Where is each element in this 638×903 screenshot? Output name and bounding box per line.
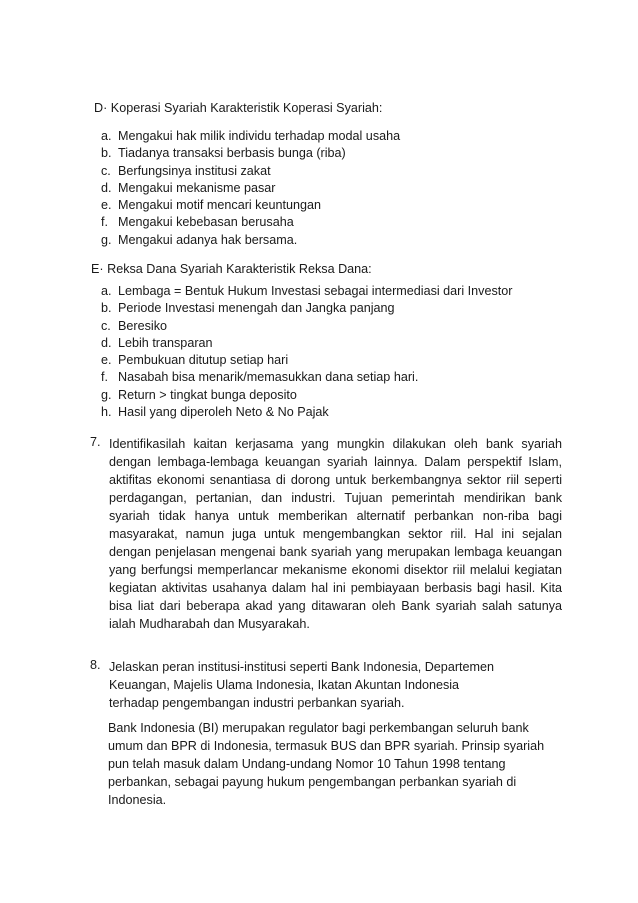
list-item-text: Berfungsinya institusi zakat xyxy=(118,163,271,178)
list-item-text: Mengakui kebebasan berusaha xyxy=(118,215,294,230)
list-marker: g. xyxy=(101,232,112,247)
list-item-text: Nasabah bisa menarik/memasukkan dana setiap hari. xyxy=(118,370,419,385)
question-8-answer: Bank Indonesia (BI) merupakan regulator bagi perkembangan seluruh bank umum dan BPR di Indonesia, termasuk BUS dan BPR syariah. Prinsip syariah pun telah masuk dalam Undang-undang Nomor 10 Tahun 1998 tentang perbankan, sebagai payung hukum pengembangan perbankan syariah di Indonesia. xyxy=(108,721,545,807)
list-marker: h. xyxy=(101,405,112,420)
section-d-list xyxy=(101,128,400,249)
section-e-list xyxy=(101,283,512,421)
list-item-text: Hasil yang diperoleh Neto & No Pajak xyxy=(118,405,329,420)
list-item-text: Mengakui motif mencari keuntungan xyxy=(118,198,322,213)
list-marker: a. xyxy=(101,129,112,143)
list-item xyxy=(101,214,400,231)
list-marker: d. xyxy=(101,335,112,350)
list-marker: a. xyxy=(101,284,112,298)
question-8-text: Jelaskan peran institusi-institusi seperti Bank Indonesia, Departemen Keuangan, Majelis Ulama Indonesia, Ikatan Akuntan Indonesia terhadap pengembangan industri perbankan syariah. xyxy=(109,660,495,710)
question-7 xyxy=(90,435,562,633)
list-item-text: Mengakui mekanisme pasar xyxy=(118,180,276,195)
list-item xyxy=(101,180,400,197)
question-7-text: Identifikasilah kaitan kerjasama yang mungkin dilakukan oleh bank syariah dengan lembaga-lembaga keuangan syariah lainnya. Dalam perspektif Islam, aktifitas ekonomi senantiasa di dorong untuk berkembangnya sektor riil seperti perdagangan, pertanian, dan industri. Tujuan pemerintah mendirikan bank syariah tidak hanya untuk memberikan alternatif perbankan non-riba bagi masyarakat, namun juga untuk mengembangkan sektor riil. Hal ini sejalan dengan penjelasan mengenai bank syariah yang merupakan lembaga keuangan yang berfungsi memperlancar mekanisme ekonomi disektor riil melalui kegiatan kegiatan aktivitas usahanya dalam hal ini pembiayaan berbasis bagi hasil. Kita bisa liat dari beberapa akad yang ditawaran oleh Bank syariah salah satunya ialah Mudharabah dan Musyarakah. xyxy=(109,437,562,631)
list-item xyxy=(101,318,512,335)
question-number: 8. xyxy=(90,658,101,672)
list-marker: d. xyxy=(101,180,112,195)
list-marker: g. xyxy=(101,387,112,402)
list-item xyxy=(101,404,512,421)
list-item xyxy=(101,232,400,249)
list-item-text: Mengakui hak milik individu terhadap modal usaha xyxy=(118,129,401,143)
list-item xyxy=(101,197,400,214)
list-item-text: Tiadanya transaksi berbasis bunga (riba) xyxy=(118,146,346,161)
list-item xyxy=(101,335,512,352)
list-item-text: Return > tingkat bunga deposito xyxy=(118,387,297,402)
list-item xyxy=(101,387,512,404)
list-item-text: Pembukuan ditutup setiap hari xyxy=(118,353,289,368)
list-marker: b. xyxy=(101,146,112,161)
list-item-text: Beresiko xyxy=(118,318,167,333)
list-item xyxy=(101,163,400,180)
list-marker: b. xyxy=(101,301,112,316)
question-number: 7. xyxy=(90,435,101,449)
list-item-text: Lembaga = Bentuk Hukum Investasi sebagai intermediasi dari Investor xyxy=(118,284,513,298)
list-item xyxy=(101,128,400,145)
list-marker: f. xyxy=(101,215,108,230)
question-8 xyxy=(90,658,562,712)
list-marker: e. xyxy=(101,198,112,213)
list-item-text: Lebih transparan xyxy=(118,335,213,350)
section-d-heading: D· Koperasi Syariah Karakteristik Koperasi Syariah: xyxy=(94,101,383,115)
list-marker: c. xyxy=(101,163,111,178)
list-item xyxy=(101,300,512,317)
list-item xyxy=(101,369,512,386)
list-item-text: Mengakui adanya hak bersama. xyxy=(118,232,298,247)
list-marker: f. xyxy=(101,370,108,385)
list-marker: e. xyxy=(101,353,112,368)
list-item xyxy=(101,145,400,162)
list-item-text: Periode Investasi menengah dan Jangka panjang xyxy=(118,301,395,316)
list-marker: c. xyxy=(101,318,111,333)
section-e-heading: E· Reksa Dana Syariah Karakteristik Reksa Dana: xyxy=(91,262,372,276)
list-item xyxy=(101,283,512,300)
list-item xyxy=(101,352,512,369)
